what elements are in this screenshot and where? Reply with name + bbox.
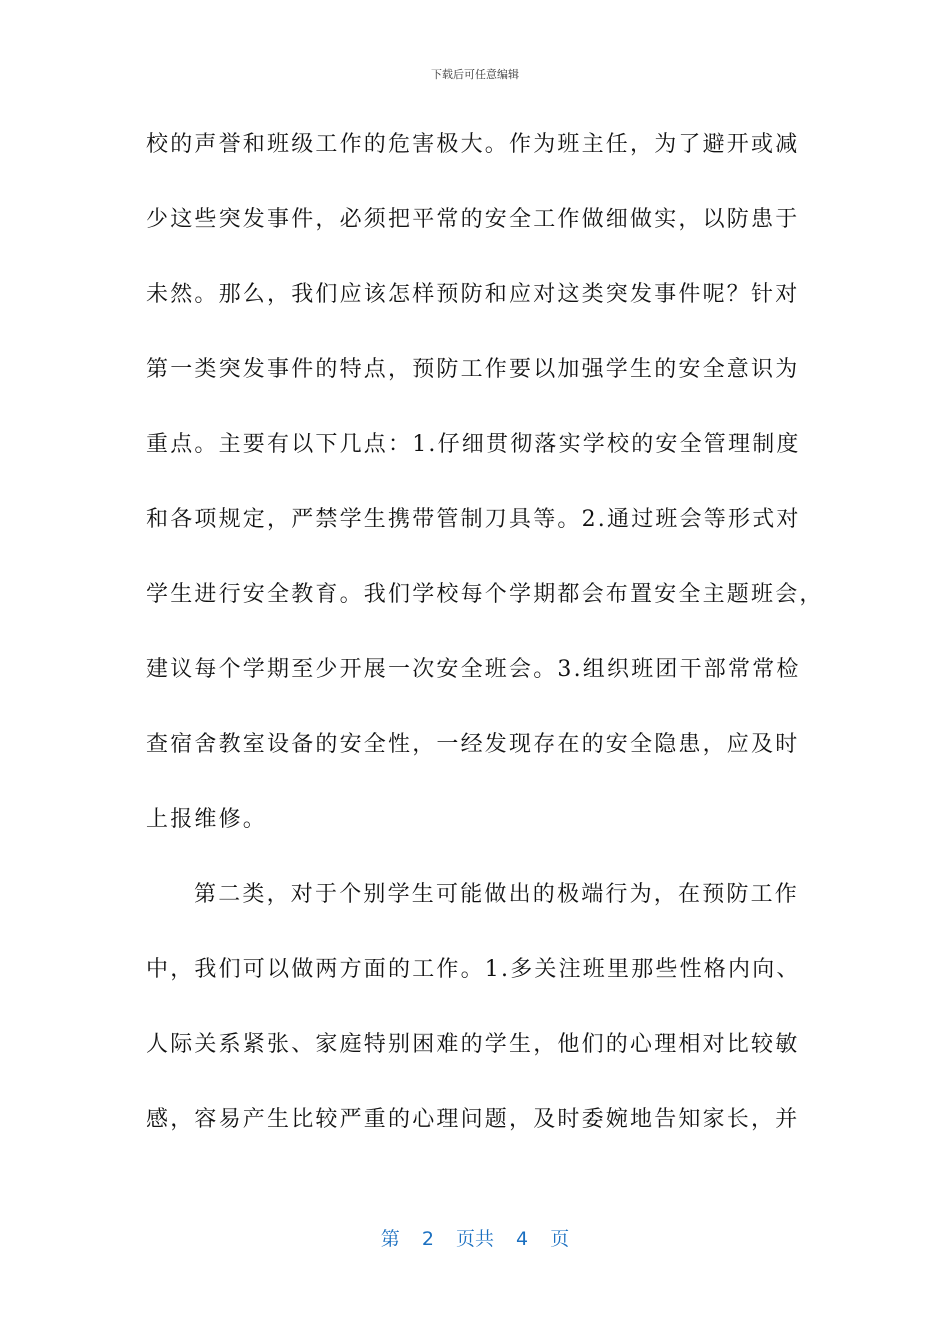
page-suffix: 页: [550, 1228, 570, 1250]
text-line: 感，容易产生比较严重的心理问题，及时委婉地告知家长，并: [146, 1107, 800, 1132]
text-line: 和各项规定，严禁学生携带管制刀具等。2.通过班会等形式对: [146, 507, 801, 532]
text-line: 少这些突发事件，必须把平常的安全工作做细做实，以防患于: [146, 207, 800, 232]
text-line: 未然。那么，我们应该怎样预防和应对这类突发事件呢？针对: [146, 282, 800, 307]
text-line: 重点。主要有以下几点：1.仔细贯彻落实学校的安全管理制度: [146, 432, 801, 457]
page-number: 2: [421, 1228, 434, 1250]
text-line: 人际关系紧张、家庭特别困难的学生，他们的心理相对比较敏: [146, 1032, 800, 1057]
text-line: 校的声誉和班级工作的危害极大。作为班主任，为了避开或减: [146, 132, 800, 157]
text-line: 学生进行安全教育。我们学校每个学期都会布置安全主题班会，: [146, 582, 824, 607]
paragraph-start-line: 第二类，对于个别学生可能做出的极端行为，在预防工作: [194, 882, 800, 907]
text-line: 建议每个学期至少开展一次安全班会。3.组织班团干部常常检: [146, 657, 801, 682]
page-mid: 页共: [455, 1228, 494, 1250]
page-footer: [0, 1224, 950, 1251]
text-line: 上报维修。: [146, 807, 268, 832]
page-prefix: 第: [380, 1228, 400, 1250]
text-line: 第一类突发事件的特点，预防工作要以加强学生的安全意识为: [146, 357, 800, 382]
document-body: [146, 120, 826, 1170]
text-line: 查宿舍教室设备的安全性，一经发现存在的安全隐患，应及时: [146, 732, 800, 757]
page-total: 4: [516, 1228, 529, 1250]
page-header-note: 下载后可任意编辑: [431, 68, 519, 81]
text-line: 中，我们可以做两方面的工作。1.多关注班里那些性格内向、: [146, 957, 801, 982]
